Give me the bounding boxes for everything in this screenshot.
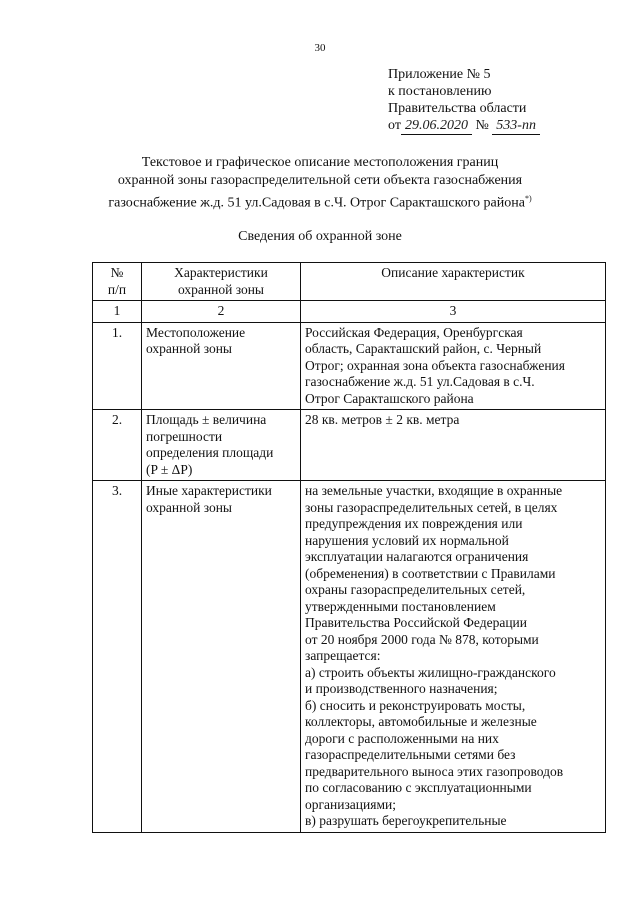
appendix-line-3: Правительства области bbox=[388, 101, 527, 116]
column-number-1: 1 bbox=[93, 301, 142, 323]
page-number: 30 bbox=[314, 42, 326, 54]
header-number: № п/п bbox=[93, 263, 142, 301]
column-number-3: 3 bbox=[301, 301, 606, 323]
zone-info-table bbox=[92, 262, 606, 833]
table-row bbox=[93, 322, 606, 410]
from-label: от bbox=[388, 118, 401, 133]
row-characteristic: Иные характеристики охранной зоны bbox=[142, 481, 301, 833]
appendix-block bbox=[388, 66, 540, 135]
number-label: № bbox=[475, 118, 489, 133]
section-subtitle: Сведения об охранной зоне bbox=[238, 229, 402, 244]
appendix-line-2: к постановлению bbox=[388, 84, 492, 99]
document-title bbox=[60, 154, 580, 213]
row-description: 28 кв. метров ± 2 кв. метра bbox=[301, 410, 606, 481]
row-number: 3. bbox=[93, 481, 142, 833]
row-characteristic: Местоположение охранной зоны bbox=[142, 322, 301, 410]
row-description: на земельные участки, входящие в охранные зоны газораспределительных сетей, в целях предупреждения их повреждения или нарушения условий их нормальной эксплуатации налагаются ограничения (обременения) в соответствии с Правилами охраны газораспределительных сетей, утвержденными постановлением Правительства Российской Федерации от 20 ноября 2000 года № 878, которыми запрещается: а) строить объекты жилищно-гражданского и производственного назначения; б) сносить и реконструировать мосты, коллекторы, автомобильные и железные дороги с расположенными на них газораспределительными сетями без предварительного выноса этих газопроводов по согласованию с эксплуатационными организациями; в) разрушать берегоукрепительные bbox=[301, 481, 606, 833]
column-number-2: 2 bbox=[142, 301, 301, 323]
row-characteristic: Площадь ± величина погрешности определения площади (P ± ΔP) bbox=[142, 410, 301, 481]
table-row bbox=[93, 481, 606, 833]
title-line-1: Текстовое и графическое описание местоположения границ bbox=[141, 155, 499, 170]
appendix-line-1: Приложение № 5 bbox=[388, 67, 491, 82]
header-characteristic: Характеристики охранной зоны bbox=[142, 263, 301, 301]
title-line-2: охранной зоны газораспределительной сети объекта газоснабжения bbox=[117, 173, 523, 188]
handwritten-date: 29.06.2020 bbox=[401, 117, 472, 135]
row-number: 2. bbox=[93, 410, 142, 481]
header-description: Описание характеристик bbox=[301, 263, 606, 301]
title-line-3: газоснабжение ж.д. 51 ул.Садовая в с.Ч. Отрог Саракташского района*) bbox=[108, 194, 532, 211]
table-header-row bbox=[93, 263, 606, 301]
column-numbering-row bbox=[93, 301, 606, 323]
table-row bbox=[93, 410, 606, 481]
row-number: 1. bbox=[93, 322, 142, 410]
handwritten-number: 533-пп bbox=[492, 117, 540, 135]
footnote-mark: *) bbox=[524, 194, 532, 203]
row-description: Российская Федерация, Оренбургская область, Саракташский район, с. Черный Отрог; охранная зона объекта газоснабжения газоснабжение ж.д. 51 ул.Садовая в с.Ч. Отрог Саракташского района bbox=[301, 322, 606, 410]
appendix-date-line bbox=[388, 117, 540, 135]
